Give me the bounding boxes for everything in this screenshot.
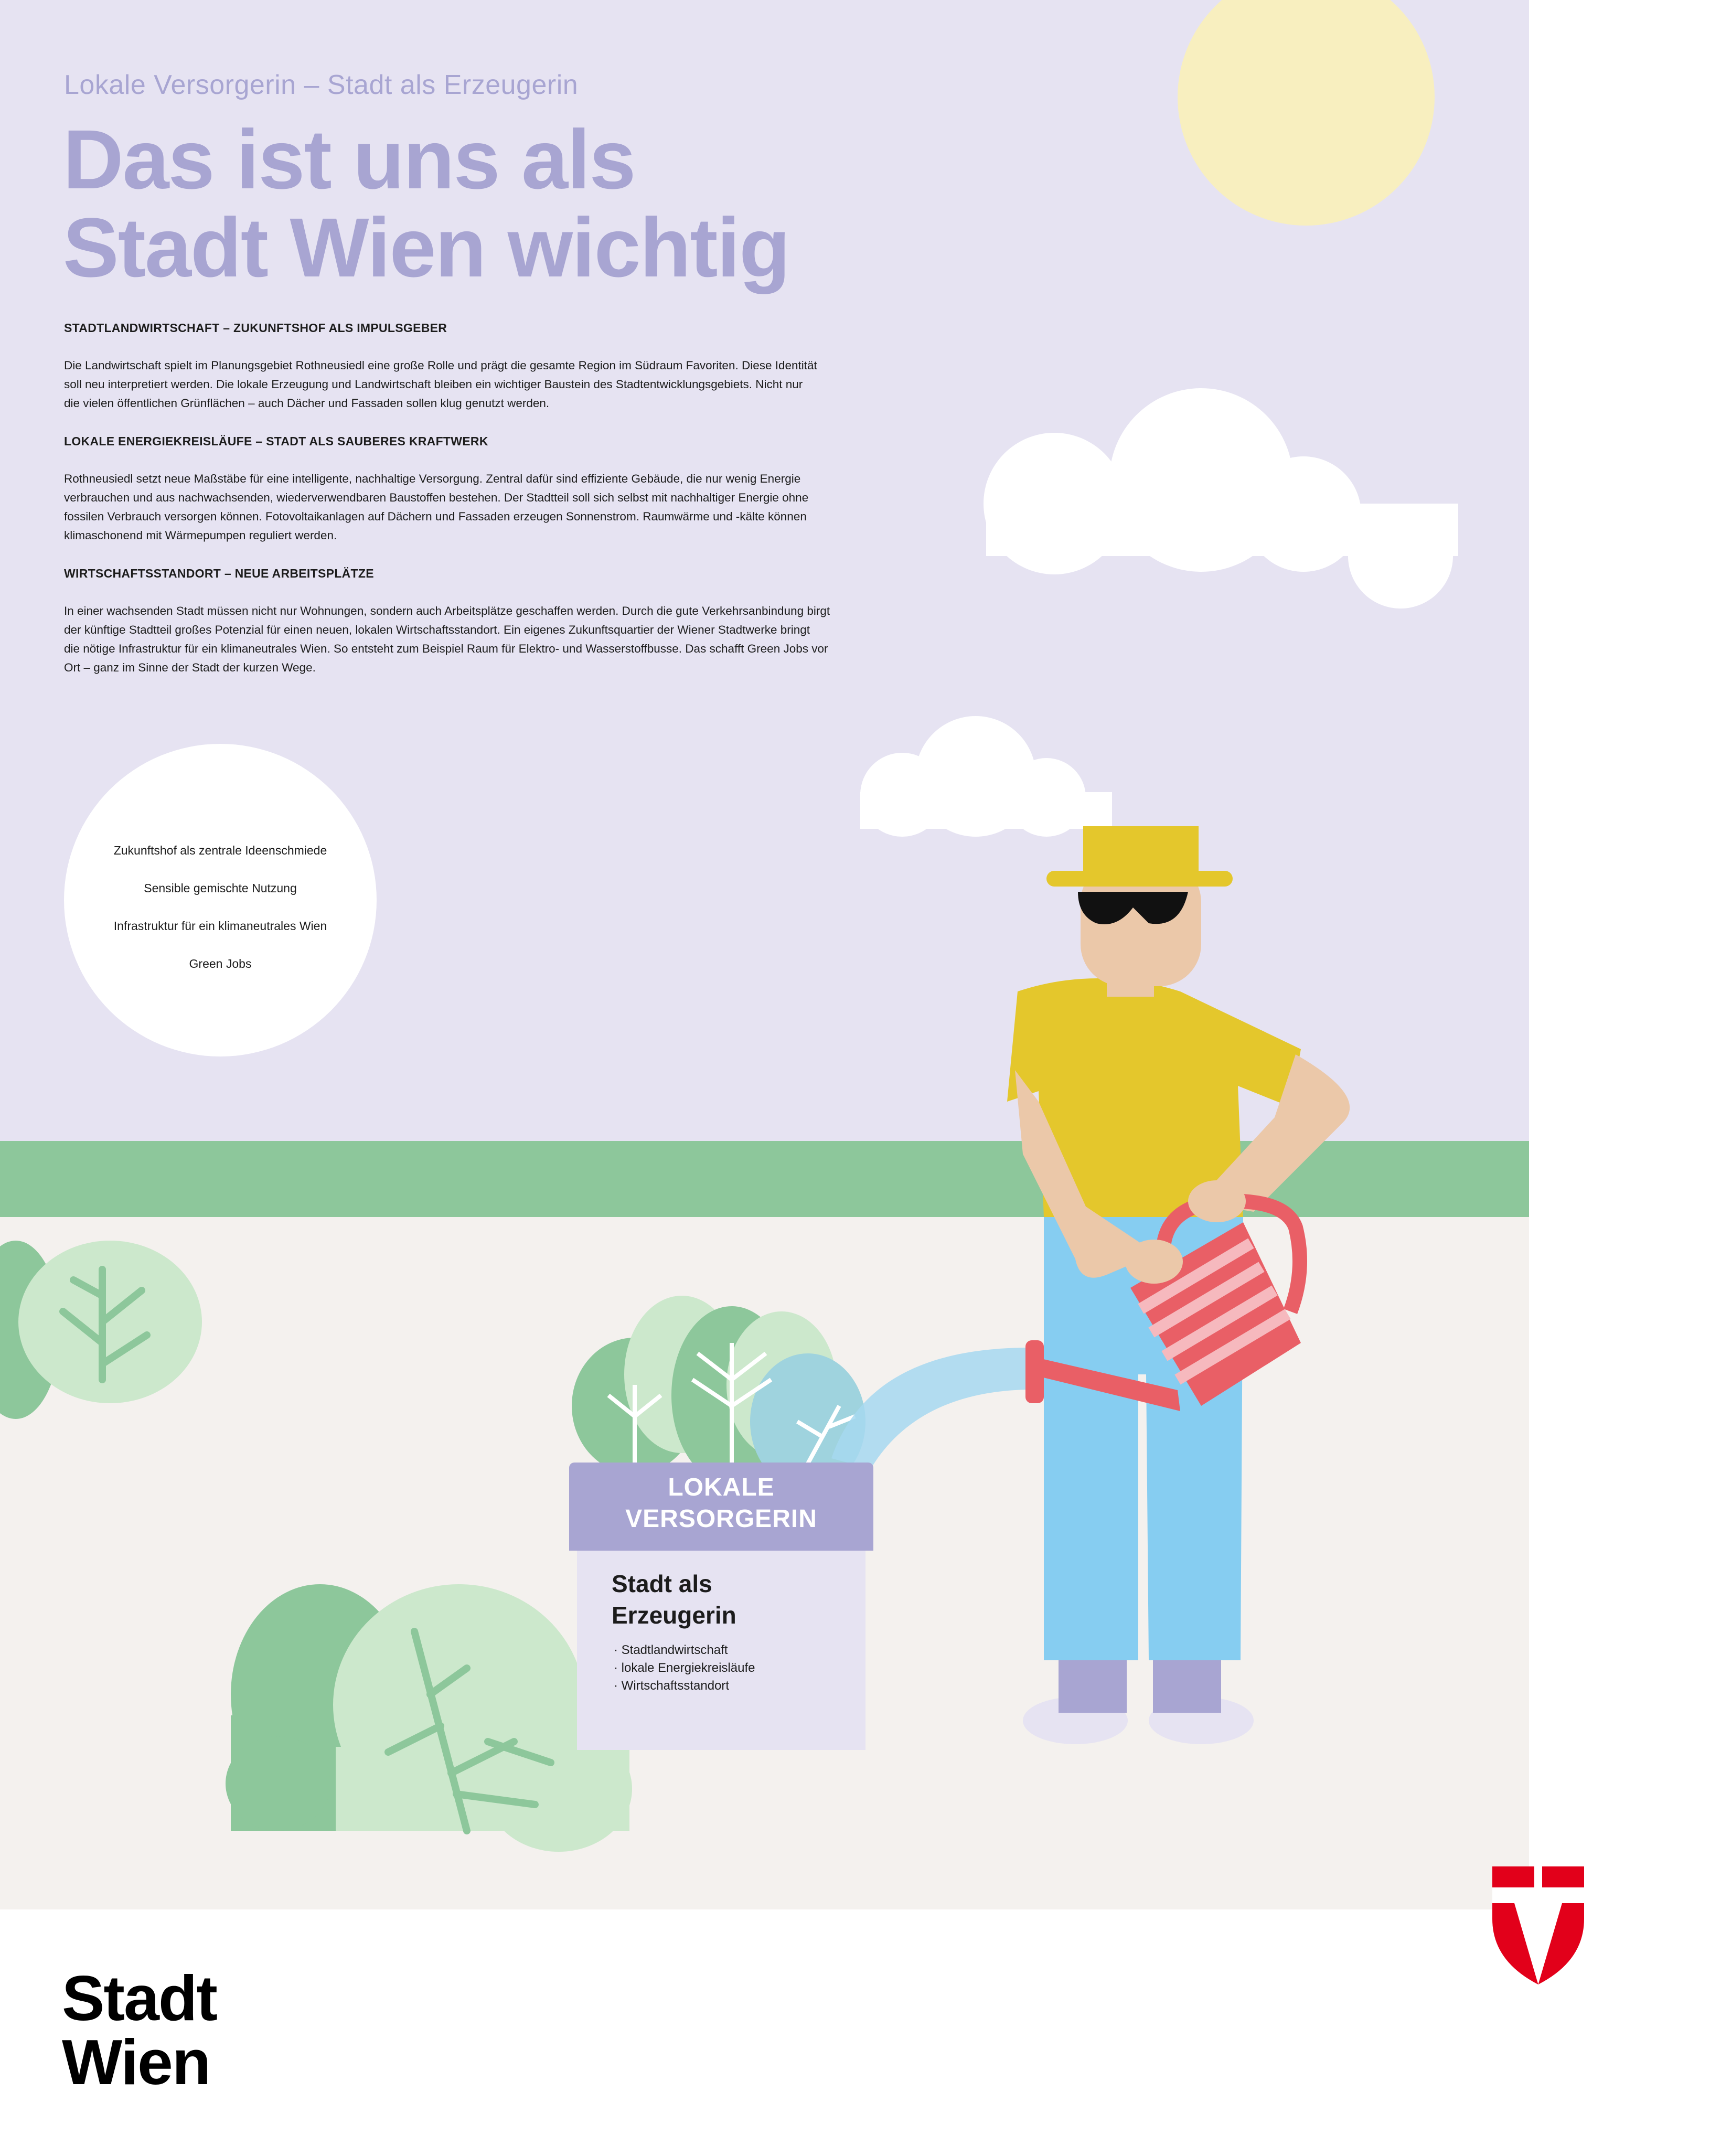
section-text-line: verbrauchen und aus nachwachsenden, wiederverwendbaren Baustoffen bestehen. Der Stadtteil soll sich selbst mit nachhaltiger Energie ohne <box>64 491 809 504</box>
stadt-wien-logo-line: Wien <box>62 2026 210 2098</box>
section-heading: LOKALE ENERGIEKREISLÄUFE – STADT ALS SAUBERES KRAFTWERK <box>64 434 488 448</box>
plant-illustration <box>572 1296 865 1490</box>
section-heading: WIRTSCHAFTSSTANDORT – NEUE ARBEITSPLÄTZE <box>64 567 374 580</box>
section-text-line: fossilen Verbrauch versorgen können. Fotovoltaikanlagen auf Dächern und Fassaden erzeugen Sonnenstrom. Raumwärme und -kälte können <box>64 510 807 523</box>
cloud-large-illustration <box>984 388 1458 609</box>
cloud-small-illustration <box>860 716 1112 837</box>
poster-title-line: Stadt Wien wichtig <box>63 200 789 294</box>
pot-title-line: Stadt als <box>612 1570 712 1597</box>
poster-title-line: Das ist uns als <box>63 112 635 206</box>
section-text-line: soll neu interpretiert werden. Die lokale Erzeugung und Landwirtschaft bleiben ein wichtiger Baustein des Stadtentwicklungsgebiets. Nicht nur <box>64 378 803 391</box>
poster-subtitle: Lokale Versorgerin – Stadt als Erzeugerin <box>64 70 579 100</box>
highlights-circle <box>64 744 377 1056</box>
section-text-line: Rothneusiedl setzt neue Maßstäbe für eine intelligente, nachhaltige Versorgung. Zentral dafür sind effiziente Gebäude, die nur wenig Energie <box>64 472 801 485</box>
section-energiekreislaeufe <box>64 434 945 545</box>
pot-label-line: VERSORGERIN <box>625 1505 817 1533</box>
section-wirtschaftsstandort <box>64 567 945 677</box>
highlight-item: Infrastruktur für ein klimaneutrales Wien <box>113 919 327 933</box>
gardener-illustration <box>1007 826 1350 1744</box>
pot-list-item: · Wirtschaftsstandort <box>614 1679 730 1693</box>
section-stadtlandwirtschaft <box>64 321 945 413</box>
section-text-line: Die Landwirtschaft spielt im Planungsgebiet Rothneusiedl eine große Rolle und prägt die gesamte Region im Südraum Favoriten. Diese Identität <box>64 359 817 372</box>
pot-body <box>577 1551 865 1750</box>
pot-title-line: Erzeugerin <box>612 1602 736 1629</box>
section-text-line: Ort – ganz im Sinne der Stadt der kurzen Wege. <box>64 661 316 674</box>
section-text-line: die nötige Infrastruktur für ein klimaneutrales Wien. So entsteht zum Beispiel Raum für Elektro- und Wasserstoffbusse. Das schafft Green Jobs vor <box>64 642 828 655</box>
highlight-item: Zukunftshof als zentrale Ideenschmiede <box>113 844 327 857</box>
pot-list-item: · lokale Energiekreisläufe <box>614 1661 755 1675</box>
section-text-line: klimaschonend mit Wärmepumpen reguliert werden. <box>64 529 337 542</box>
bush-left-edge-illustration <box>0 1241 202 1419</box>
pot-label <box>569 1463 873 1551</box>
wien-crest-logo <box>1492 1866 1584 1984</box>
highlight-item: Sensible gemischte Nutzung <box>144 881 297 895</box>
pot-list-item: · Stadtlandwirtschaft <box>614 1643 728 1657</box>
section-heading: STADTLANDWIRTSCHAFT – ZUKUNFTSHOF ALS IMPULSGEBER <box>64 321 447 335</box>
pot-label-line: LOKALE <box>668 1474 775 1501</box>
stadt-wien-logo-line: Stadt <box>62 1962 217 2034</box>
water-stream-illustration <box>831 1348 1054 1469</box>
bush-bottom-illustration <box>226 1584 632 1852</box>
section-text-line: der künftige Stadtteil großes Potenzial für einen neuen, lokalen Wirtschaftsstandort. Ein eigenes Zukunftsquartier der Wiener Stadtwerke bringt <box>64 623 810 636</box>
section-text-line: In einer wachsenden Stadt müssen nicht nur Wohnungen, sondern auch Arbeitsplätze geschaffen werden. Durch die gute Verkehrsanbindung birgt <box>64 604 830 617</box>
poster-title <box>63 112 789 294</box>
highlight-item: Green Jobs <box>189 957 252 970</box>
section-text-line: die vielen öffentlichen Grünflächen – auch Dächer und Fassaden sollen klug genutzt werden. <box>64 397 550 410</box>
